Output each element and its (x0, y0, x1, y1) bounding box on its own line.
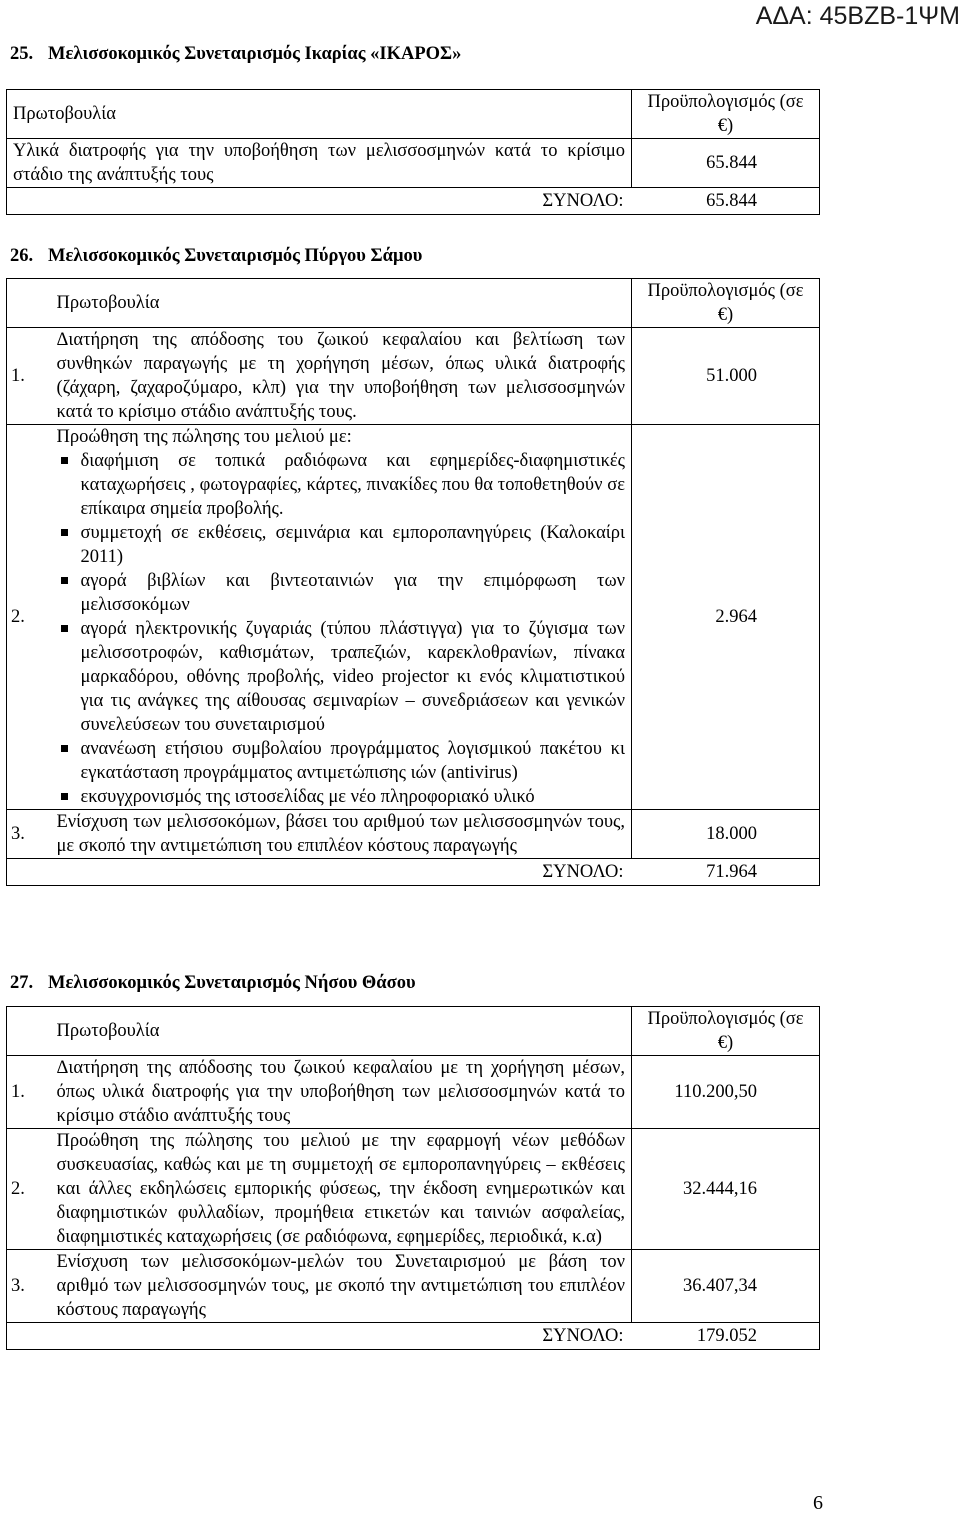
section-27-table (6, 1006, 820, 1350)
table-header-row (7, 1007, 820, 1056)
table-row (7, 1056, 820, 1129)
list-item: συμμετοχή σε εκθέσεις, σεμινάρια και εμποροπανηγύρεις (Καλοκαίρι 2011) (57, 521, 626, 569)
section-number: 26. (10, 246, 34, 266)
list-item: αγορά βιβλίων και βιντεοταινιών για την επιμόρφωση των μελισσοκόμων (57, 569, 626, 617)
row-text: Ενίσχυση των μελισσοκόμων, βάσει του αριθμού των μελισσοσμηνών τους, με σκοπό την αντιμετώπιση του επιπλέον κόστους παραγωγής (51, 810, 632, 859)
row-amount: 32.444,16 (632, 1129, 820, 1250)
row-amount: 65.844 (632, 139, 820, 188)
row-text: Υλικά διατροφής για την υποβοήθηση των μελισσοσμηνών κατά το κρίσιμο στάδιο της ανάπτυξής τους (7, 139, 632, 188)
section-number: 25. (10, 44, 34, 64)
section-26-table (6, 278, 820, 886)
table-row (7, 425, 820, 810)
list-item: εκσυγχρονισμός της ιστοσελίδας με νέο πληροφοριακό υλικό (57, 785, 626, 809)
row-text: Ενίσχυση των μελισσοκόμων-μελών του Συνεταιρισμού με βάση τον αριθμό των μελισσοσμηνών τους, με σκοπό την αντιμετώπιση του επιπλέον κόστους παραγωγής (51, 1250, 632, 1323)
list-item: ανανέωση ετήσιου συμβολαίου προγράμματος λογισμικού πακέτου κι εγκατάσταση προγράμματος αντιμετώπισης ιών (antivirus) (57, 737, 626, 785)
row-amount: 36.407,34 (632, 1250, 820, 1323)
col-initiative-header: Πρωτοβουλία (51, 1007, 632, 1056)
row-text: Διατήρηση της απόδοσης του ζωικού κεφαλαίου με τη χορήγηση μέσων, όπως υλικά διατροφής για την υποβοήθηση των μελισσοσμηνών κατά το κρίσιμο στάδιο ανάπτυξής τους (51, 1056, 632, 1129)
list-item: αγορά ηλεκτρονικής ζυγαριάς (τύπου πλάστιγγα) για το ζύγισμα των μελισσοτροφών, καθισμάτων, τραπεζιών, καρεκλοθρανίων, πίνακα μαρκαδόρου, οθόνης προβολής, video projector κι ενός κλιματιστικού για τις ανάγκες της αίθουσας σεμιναρίων – συνεδριάσεων και γενικών συνελεύσεων του συνεταιρισμού (57, 617, 626, 737)
row-number: 3. (7, 1250, 51, 1323)
total-label: ΣΥΝΟΛΟ: (7, 1323, 632, 1350)
section-27-heading (10, 971, 416, 995)
section-25-table (6, 89, 820, 215)
total-row (7, 188, 820, 215)
row-number: 1. (7, 1056, 51, 1129)
ada-code: ΑΔΑ: 45ΒΖΒ-1ΨΜ (755, 2, 960, 30)
row-number: 2. (7, 1129, 51, 1250)
table-row (7, 1250, 820, 1323)
section-title: Μελισσοκομικός Συνεταιρισμός Πύργου Σάμου (48, 246, 423, 266)
row-amount: 51.000 (632, 328, 820, 425)
row-amount: 2.964 (632, 425, 820, 810)
total-row (7, 859, 820, 886)
total-value: 179.052 (632, 1323, 820, 1350)
total-value: 71.964 (632, 859, 820, 886)
row-number: 2. (7, 425, 51, 810)
bullet-square-icon (61, 529, 68, 536)
row-number: 1. (7, 328, 51, 425)
bullet-square-icon (61, 625, 68, 632)
section-26-heading (10, 244, 422, 268)
section-25-heading (10, 42, 461, 66)
total-row (7, 1323, 820, 1350)
bullet-square-icon (61, 793, 68, 800)
section-title: Μελισσοκομικός Συνεταιρισμός Ικαρίας «ΙΚΑΡΟΣ» (48, 44, 462, 64)
row-text: Προώθηση της πώλησης του μελιού με την εφαρμογή νέων μεθόδων συσκευασίας, καθώς και με τη συμμετοχή σε εμποροπανηγύρεις – εκθέσεις και άλλες εκδηλώσεις εμπορικής φύσεως, την έκδοση ενημερωτικών και διαφημιστικών φυλλαδίων, προμήθεια ετικετών και ταινιών ασφαλείας, διαφημιστικές καταχωρήσεις (σε ραδιόφωνα, εφημερίδες, περιοδικά, κ.α) (51, 1129, 632, 1250)
row-text: Διατήρηση της απόδοσης του ζωικού κεφαλαίου και βελτίωση των συνθηκών παραγωγής με τη χορήγηση μέσων, όπως υλικά διατροφής (ζάχαρη, ζαχαροζύμαρο, κλπ) για την υποβοήθηση των μελισσοσμηνών κατά το κρίσιμο στάδιο ανάπτυξής τους. (51, 328, 632, 425)
row-intro: Προώθηση της πώλησης του μελιού με: (56, 427, 352, 447)
table-header-row (7, 279, 820, 328)
table-row (7, 328, 820, 425)
section-title: Μελισσοκομικός Συνεταιρισμός Νήσου Θάσου (48, 973, 416, 993)
col-budget-header: Προϋπολογισμός (σε €) (632, 1007, 820, 1056)
bullet-square-icon (61, 457, 68, 464)
row-amount: 110.200,50 (632, 1056, 820, 1129)
row-amount: 18.000 (632, 810, 820, 859)
bullet-square-icon (61, 577, 68, 584)
table-row (7, 810, 820, 859)
total-label: ΣΥΝΟΛΟ: (7, 188, 632, 215)
bullet-list (57, 449, 626, 809)
row-number: 3. (7, 810, 51, 859)
col-initiative-header: Πρωτοβουλία (7, 90, 632, 139)
col-budget-header: Προϋπολογισμός (σε €) (632, 90, 820, 139)
total-value: 65.844 (632, 188, 820, 215)
total-label: ΣΥΝΟΛΟ: (7, 859, 632, 886)
table-row (7, 1129, 820, 1250)
section-number: 27. (10, 973, 34, 993)
table-header-row (7, 90, 820, 139)
table-row (7, 139, 820, 188)
list-item: διαφήμιση σε τοπικά ραδιόφωνα και εφημερίδες-διαφημιστικές καταχωρήσεις , φωτογραφίες, κάρτες, πινακίδες που θα τοποθετηθούν σε επίκαιρα σημεία προβολής. (57, 449, 626, 521)
col-budget-header: Προϋπολογισμός (σε €) (632, 279, 820, 328)
row-content (51, 425, 632, 810)
bullet-square-icon (61, 745, 68, 752)
col-initiative-header: Πρωτοβουλία (51, 279, 632, 328)
page-number: 6 (813, 1492, 823, 1514)
